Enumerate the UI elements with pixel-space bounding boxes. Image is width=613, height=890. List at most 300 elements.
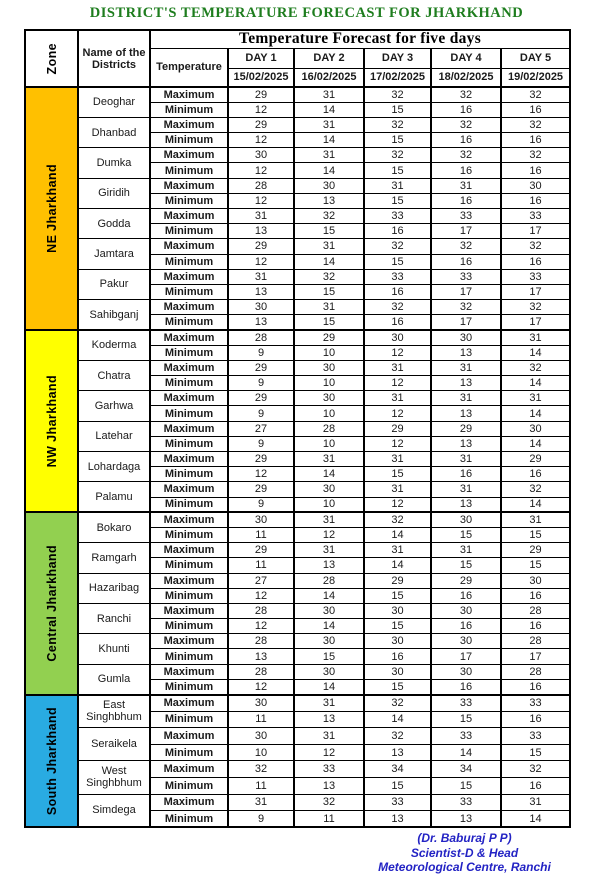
district-row-max bbox=[25, 634, 570, 649]
minimum-day-3-value: 15 bbox=[364, 467, 431, 482]
minimum-day-1-value: 13 bbox=[228, 649, 294, 664]
minimum-day-5-value: 14 bbox=[501, 376, 570, 391]
day-2-header: DAY 2 bbox=[294, 48, 364, 68]
day-5-date: 19/02/2025 bbox=[501, 68, 570, 87]
minimum-day-5-value: 15 bbox=[501, 527, 570, 542]
row-label-maximum: Maximum bbox=[150, 573, 228, 588]
signatory-name: (Dr. Baburaj P P) bbox=[417, 831, 512, 845]
row-label-minimum: Minimum bbox=[150, 811, 228, 828]
day-1-date: 15/02/2025 bbox=[228, 68, 294, 87]
minimum-day-4-value: 15 bbox=[431, 527, 501, 542]
maximum-day-1-value: 29 bbox=[228, 87, 294, 102]
temperature-forecast-table bbox=[24, 29, 571, 828]
minimum-day-4-value: 16 bbox=[431, 254, 501, 269]
maximum-day-4-value: 33 bbox=[431, 695, 501, 712]
district-row-max bbox=[25, 117, 570, 132]
minimum-day-1-value: 12 bbox=[228, 163, 294, 178]
row-label-maximum: Maximum bbox=[150, 695, 228, 712]
maximum-day-5-value: 30 bbox=[501, 421, 570, 436]
maximum-day-3-value: 32 bbox=[364, 117, 431, 132]
maximum-day-5-value: 33 bbox=[501, 269, 570, 284]
zone-label: NE Jharkhand bbox=[44, 164, 59, 253]
minimum-day-5-value: 16 bbox=[501, 102, 570, 117]
district-name-giridih: Giridih bbox=[78, 178, 150, 208]
minimum-day-1-value: 9 bbox=[228, 436, 294, 451]
maximum-day-3-value: 30 bbox=[364, 330, 431, 345]
maximum-day-4-value: 32 bbox=[431, 239, 501, 254]
maximum-day-3-value: 31 bbox=[364, 391, 431, 406]
maximum-day-1-value: 30 bbox=[228, 695, 294, 712]
minimum-day-2-value: 13 bbox=[294, 558, 364, 573]
minimum-day-5-value: 16 bbox=[501, 193, 570, 208]
minimum-day-5-value: 17 bbox=[501, 649, 570, 664]
row-label-maximum: Maximum bbox=[150, 269, 228, 284]
maximum-day-3-value: 30 bbox=[364, 664, 431, 679]
district-row-max bbox=[25, 360, 570, 375]
minimum-day-1-value: 10 bbox=[228, 744, 294, 761]
maximum-day-3-value: 32 bbox=[364, 87, 431, 102]
minimum-day-2-value: 14 bbox=[294, 133, 364, 148]
minimum-day-3-value: 15 bbox=[364, 777, 431, 794]
minimum-day-3-value: 15 bbox=[364, 588, 431, 603]
maximum-day-3-value: 30 bbox=[364, 634, 431, 649]
district-row-max bbox=[25, 148, 570, 163]
temperature-column-header: Temperature bbox=[150, 48, 228, 87]
maximum-day-3-value: 33 bbox=[364, 269, 431, 284]
row-label-minimum: Minimum bbox=[150, 133, 228, 148]
minimum-day-1-value: 12 bbox=[228, 679, 294, 694]
zone-label: Central Jharkhand bbox=[44, 545, 59, 662]
minimum-day-1-value: 11 bbox=[228, 527, 294, 542]
row-label-maximum: Maximum bbox=[150, 239, 228, 254]
maximum-day-4-value: 30 bbox=[431, 634, 501, 649]
minimum-day-2-value: 10 bbox=[294, 376, 364, 391]
maximum-day-2-value: 31 bbox=[294, 300, 364, 315]
minimum-day-4-value: 15 bbox=[431, 558, 501, 573]
minimum-day-2-value: 15 bbox=[294, 315, 364, 330]
district-name-sahibganj: Sahibganj bbox=[78, 300, 150, 330]
minimum-day-4-value: 14 bbox=[431, 744, 501, 761]
minimum-day-1-value: 12 bbox=[228, 254, 294, 269]
maximum-day-3-value: 32 bbox=[364, 239, 431, 254]
maximum-day-2-value: 31 bbox=[294, 87, 364, 102]
forecast-table-body bbox=[25, 87, 570, 827]
maximum-day-2-value: 30 bbox=[294, 634, 364, 649]
minimum-day-1-value: 11 bbox=[228, 777, 294, 794]
minimum-day-2-value: 13 bbox=[294, 711, 364, 728]
row-label-maximum: Maximum bbox=[150, 634, 228, 649]
district-name-dhanbad: Dhanbad bbox=[78, 117, 150, 147]
minimum-day-1-value: 13 bbox=[228, 224, 294, 239]
minimum-day-2-value: 10 bbox=[294, 406, 364, 421]
maximum-day-2-value: 30 bbox=[294, 603, 364, 618]
maximum-day-2-value: 28 bbox=[294, 573, 364, 588]
maximum-day-5-value: 32 bbox=[501, 87, 570, 102]
district-name-gumla: Gumla bbox=[78, 664, 150, 694]
minimum-day-2-value: 14 bbox=[294, 679, 364, 694]
district-row-max bbox=[25, 330, 570, 345]
district-name-seraikela: Seraikela bbox=[78, 728, 150, 761]
row-label-maximum: Maximum bbox=[150, 330, 228, 345]
maximum-day-5-value: 31 bbox=[501, 512, 570, 527]
row-label-maximum: Maximum bbox=[150, 452, 228, 467]
row-label-minimum: Minimum bbox=[150, 284, 228, 299]
maximum-day-3-value: 32 bbox=[364, 300, 431, 315]
maximum-day-4-value: 33 bbox=[431, 728, 501, 745]
minimum-day-2-value: 13 bbox=[294, 193, 364, 208]
minimum-day-4-value: 13 bbox=[431, 497, 501, 512]
maximum-day-5-value: 32 bbox=[501, 360, 570, 375]
maximum-day-2-value: 28 bbox=[294, 421, 364, 436]
district-name-ramgarh: Ramgarh bbox=[78, 543, 150, 573]
district-name-ranchi: Ranchi bbox=[78, 603, 150, 633]
maximum-day-5-value: 28 bbox=[501, 664, 570, 679]
minimum-day-4-value: 16 bbox=[431, 679, 501, 694]
maximum-day-1-value: 30 bbox=[228, 512, 294, 527]
row-label-maximum: Maximum bbox=[150, 178, 228, 193]
maximum-day-1-value: 31 bbox=[228, 209, 294, 224]
minimum-day-5-value: 14 bbox=[501, 345, 570, 360]
row-label-maximum: Maximum bbox=[150, 300, 228, 315]
maximum-day-2-value: 31 bbox=[294, 117, 364, 132]
minimum-day-1-value: 9 bbox=[228, 376, 294, 391]
row-label-minimum: Minimum bbox=[150, 315, 228, 330]
minimum-day-2-value: 15 bbox=[294, 284, 364, 299]
maximum-day-4-value: 30 bbox=[431, 330, 501, 345]
minimum-day-5-value: 15 bbox=[501, 558, 570, 573]
minimum-day-5-value: 16 bbox=[501, 254, 570, 269]
row-label-maximum: Maximum bbox=[150, 391, 228, 406]
maximum-day-1-value: 29 bbox=[228, 391, 294, 406]
maximum-day-1-value: 29 bbox=[228, 452, 294, 467]
row-label-minimum: Minimum bbox=[150, 467, 228, 482]
maximum-day-2-value: 31 bbox=[294, 452, 364, 467]
district-row-max bbox=[25, 761, 570, 778]
maximum-day-5-value: 32 bbox=[501, 117, 570, 132]
minimum-day-1-value: 13 bbox=[228, 284, 294, 299]
district-column-header: Name of the Districts bbox=[78, 30, 150, 87]
day-5-header: DAY 5 bbox=[501, 48, 570, 68]
minimum-day-5-value: 17 bbox=[501, 224, 570, 239]
minimum-day-1-value: 12 bbox=[228, 619, 294, 634]
minimum-day-1-value: 12 bbox=[228, 588, 294, 603]
zone-cell-central-jharkhand bbox=[25, 512, 78, 694]
zone-label: NW Jharkhand bbox=[44, 374, 59, 468]
minimum-day-3-value: 15 bbox=[364, 193, 431, 208]
maximum-day-1-value: 27 bbox=[228, 421, 294, 436]
minimum-day-3-value: 15 bbox=[364, 619, 431, 634]
maximum-day-5-value: 33 bbox=[501, 209, 570, 224]
maximum-day-1-value: 32 bbox=[228, 761, 294, 778]
district-row-max bbox=[25, 728, 570, 745]
minimum-day-3-value: 12 bbox=[364, 345, 431, 360]
district-name-deoghar: Deoghar bbox=[78, 87, 150, 117]
district-row-max bbox=[25, 300, 570, 315]
row-label-maximum: Maximum bbox=[150, 360, 228, 375]
maximum-day-2-value: 33 bbox=[294, 761, 364, 778]
minimum-day-3-value: 16 bbox=[364, 224, 431, 239]
row-label-maximum: Maximum bbox=[150, 512, 228, 527]
district-row-max bbox=[25, 603, 570, 618]
minimum-day-3-value: 16 bbox=[364, 315, 431, 330]
minimum-day-2-value: 15 bbox=[294, 649, 364, 664]
maximum-day-2-value: 29 bbox=[294, 330, 364, 345]
row-label-maximum: Maximum bbox=[150, 209, 228, 224]
row-label-minimum: Minimum bbox=[150, 711, 228, 728]
minimum-day-2-value: 14 bbox=[294, 588, 364, 603]
minimum-day-1-value: 13 bbox=[228, 315, 294, 330]
maximum-day-1-value: 29 bbox=[228, 543, 294, 558]
zone-label: South Jharkhand bbox=[44, 706, 59, 815]
maximum-day-5-value: 31 bbox=[501, 330, 570, 345]
row-label-maximum: Maximum bbox=[150, 148, 228, 163]
maximum-day-3-value: 32 bbox=[364, 512, 431, 527]
district-row-max bbox=[25, 543, 570, 558]
minimum-day-3-value: 13 bbox=[364, 811, 431, 828]
row-label-minimum: Minimum bbox=[150, 436, 228, 451]
maximum-day-4-value: 29 bbox=[431, 573, 501, 588]
minimum-day-1-value: 12 bbox=[228, 102, 294, 117]
maximum-day-4-value: 30 bbox=[431, 664, 501, 679]
minimum-day-2-value: 14 bbox=[294, 619, 364, 634]
maximum-day-5-value: 31 bbox=[501, 391, 570, 406]
row-label-minimum: Minimum bbox=[150, 102, 228, 117]
maximum-day-3-value: 31 bbox=[364, 178, 431, 193]
minimum-day-3-value: 16 bbox=[364, 649, 431, 664]
minimum-day-2-value: 15 bbox=[294, 224, 364, 239]
maximum-day-1-value: 31 bbox=[228, 794, 294, 811]
district-name-lohardaga: Lohardaga bbox=[78, 452, 150, 482]
forecast-span-header: Temperature Forecast for five days bbox=[150, 30, 570, 48]
maximum-day-2-value: 30 bbox=[294, 482, 364, 497]
row-label-minimum: Minimum bbox=[150, 406, 228, 421]
district-name-garhwa: Garhwa bbox=[78, 391, 150, 421]
district-name-latehar: Latehar bbox=[78, 421, 150, 451]
district-row-max bbox=[25, 269, 570, 284]
row-label-minimum: Minimum bbox=[150, 619, 228, 634]
maximum-day-2-value: 30 bbox=[294, 178, 364, 193]
maximum-day-4-value: 32 bbox=[431, 148, 501, 163]
minimum-day-2-value: 10 bbox=[294, 436, 364, 451]
maximum-day-3-value: 34 bbox=[364, 761, 431, 778]
row-label-maximum: Maximum bbox=[150, 482, 228, 497]
minimum-day-4-value: 13 bbox=[431, 811, 501, 828]
minimum-day-5-value: 16 bbox=[501, 777, 570, 794]
maximum-day-5-value: 32 bbox=[501, 239, 570, 254]
day-1-header: DAY 1 bbox=[228, 48, 294, 68]
row-label-minimum: Minimum bbox=[150, 376, 228, 391]
district-row-max bbox=[25, 512, 570, 527]
row-label-minimum: Minimum bbox=[150, 679, 228, 694]
minimum-day-2-value: 14 bbox=[294, 254, 364, 269]
maximum-day-4-value: 31 bbox=[431, 391, 501, 406]
minimum-day-3-value: 12 bbox=[364, 436, 431, 451]
maximum-day-5-value: 32 bbox=[501, 148, 570, 163]
maximum-day-5-value: 32 bbox=[501, 761, 570, 778]
district-name-simdega: Simdega bbox=[78, 794, 150, 827]
district-name-khunti: Khunti bbox=[78, 634, 150, 664]
row-label-maximum: Maximum bbox=[150, 664, 228, 679]
zone-header-label: Zone bbox=[44, 42, 59, 75]
district-name-pakur: Pakur bbox=[78, 269, 150, 299]
row-label-minimum: Minimum bbox=[150, 777, 228, 794]
maximum-day-5-value: 29 bbox=[501, 452, 570, 467]
maximum-day-1-value: 29 bbox=[228, 482, 294, 497]
district-row-max bbox=[25, 87, 570, 102]
row-label-minimum: Minimum bbox=[150, 254, 228, 269]
zone-cell-nw-jharkhand bbox=[25, 330, 78, 512]
maximum-day-1-value: 28 bbox=[228, 634, 294, 649]
minimum-day-4-value: 13 bbox=[431, 376, 501, 391]
maximum-day-5-value: 29 bbox=[501, 543, 570, 558]
maximum-day-4-value: 34 bbox=[431, 761, 501, 778]
row-label-minimum: Minimum bbox=[150, 527, 228, 542]
maximum-day-2-value: 31 bbox=[294, 512, 364, 527]
minimum-day-4-value: 17 bbox=[431, 224, 501, 239]
day-2-date: 16/02/2025 bbox=[294, 68, 364, 87]
minimum-day-3-value: 12 bbox=[364, 376, 431, 391]
minimum-day-1-value: 12 bbox=[228, 467, 294, 482]
maximum-day-4-value: 33 bbox=[431, 209, 501, 224]
maximum-day-1-value: 29 bbox=[228, 117, 294, 132]
row-label-minimum: Minimum bbox=[150, 345, 228, 360]
maximum-day-2-value: 31 bbox=[294, 695, 364, 712]
minimum-day-4-value: 16 bbox=[431, 193, 501, 208]
maximum-day-1-value: 28 bbox=[228, 330, 294, 345]
minimum-day-5-value: 16 bbox=[501, 588, 570, 603]
maximum-day-2-value: 32 bbox=[294, 269, 364, 284]
minimum-day-3-value: 15 bbox=[364, 102, 431, 117]
minimum-day-3-value: 14 bbox=[364, 558, 431, 573]
maximum-day-3-value: 29 bbox=[364, 573, 431, 588]
row-label-maximum: Maximum bbox=[150, 761, 228, 778]
row-label-maximum: Maximum bbox=[150, 117, 228, 132]
maximum-day-2-value: 31 bbox=[294, 239, 364, 254]
maximum-day-2-value: 30 bbox=[294, 664, 364, 679]
row-label-minimum: Minimum bbox=[150, 163, 228, 178]
district-row-max bbox=[25, 695, 570, 712]
minimum-day-2-value: 12 bbox=[294, 527, 364, 542]
maximum-day-3-value: 30 bbox=[364, 603, 431, 618]
zone-cell-south-jharkhand bbox=[25, 695, 78, 828]
district-row-max bbox=[25, 664, 570, 679]
minimum-day-5-value: 16 bbox=[501, 467, 570, 482]
minimum-day-5-value: 17 bbox=[501, 315, 570, 330]
zone-cell-ne-jharkhand bbox=[25, 87, 78, 330]
district-row-max bbox=[25, 209, 570, 224]
district-name-west-singhbhum: West Singhbhum bbox=[78, 761, 150, 794]
maximum-day-3-value: 33 bbox=[364, 209, 431, 224]
maximum-day-4-value: 31 bbox=[431, 178, 501, 193]
minimum-day-3-value: 12 bbox=[364, 406, 431, 421]
row-label-maximum: Maximum bbox=[150, 87, 228, 102]
minimum-day-5-value: 16 bbox=[501, 619, 570, 634]
maximum-day-1-value: 29 bbox=[228, 360, 294, 375]
minimum-day-5-value: 14 bbox=[501, 406, 570, 421]
maximum-day-5-value: 32 bbox=[501, 300, 570, 315]
minimum-day-2-value: 14 bbox=[294, 102, 364, 117]
maximum-day-4-value: 30 bbox=[431, 603, 501, 618]
maximum-day-5-value: 28 bbox=[501, 603, 570, 618]
page-title: DISTRICT'S TEMPERATURE FORECAST FOR JHARKHAND bbox=[89, 5, 524, 21]
minimum-day-4-value: 16 bbox=[431, 588, 501, 603]
district-name-bokaro: Bokaro bbox=[78, 512, 150, 542]
row-label-minimum: Minimum bbox=[150, 193, 228, 208]
minimum-day-2-value: 14 bbox=[294, 163, 364, 178]
maximum-day-4-value: 33 bbox=[431, 794, 501, 811]
maximum-day-1-value: 28 bbox=[228, 603, 294, 618]
district-row-max bbox=[25, 482, 570, 497]
minimum-day-3-value: 15 bbox=[364, 254, 431, 269]
maximum-day-1-value: 28 bbox=[228, 664, 294, 679]
row-label-maximum: Maximum bbox=[150, 603, 228, 618]
minimum-day-2-value: 13 bbox=[294, 777, 364, 794]
row-label-minimum: Minimum bbox=[150, 558, 228, 573]
maximum-day-4-value: 31 bbox=[431, 482, 501, 497]
maximum-day-5-value: 31 bbox=[501, 794, 570, 811]
signatory-office: Meteorological Centre, Ranchi bbox=[378, 860, 551, 874]
minimum-day-4-value: 15 bbox=[431, 711, 501, 728]
minimum-day-4-value: 13 bbox=[431, 406, 501, 421]
minimum-day-5-value: 17 bbox=[501, 284, 570, 299]
minimum-day-4-value: 16 bbox=[431, 163, 501, 178]
maximum-day-1-value: 30 bbox=[228, 728, 294, 745]
day-4-header: DAY 4 bbox=[431, 48, 501, 68]
district-name-east-singhbhum: East Singhbhum bbox=[78, 695, 150, 728]
minimum-day-4-value: 16 bbox=[431, 467, 501, 482]
district-name-godda: Godda bbox=[78, 209, 150, 239]
maximum-day-4-value: 31 bbox=[431, 452, 501, 467]
minimum-day-5-value: 16 bbox=[501, 711, 570, 728]
minimum-day-3-value: 12 bbox=[364, 497, 431, 512]
minimum-day-5-value: 16 bbox=[501, 679, 570, 694]
maximum-day-2-value: 31 bbox=[294, 728, 364, 745]
district-row-max bbox=[25, 421, 570, 436]
minimum-day-2-value: 14 bbox=[294, 467, 364, 482]
minimum-day-4-value: 16 bbox=[431, 133, 501, 148]
district-name-chatra: Chatra bbox=[78, 360, 150, 390]
maximum-day-3-value: 29 bbox=[364, 421, 431, 436]
minimum-day-3-value: 16 bbox=[364, 284, 431, 299]
row-label-maximum: Maximum bbox=[150, 728, 228, 745]
maximum-day-1-value: 31 bbox=[228, 269, 294, 284]
district-name-palamu: Palamu bbox=[78, 482, 150, 512]
minimum-day-1-value: 9 bbox=[228, 497, 294, 512]
maximum-day-5-value: 32 bbox=[501, 482, 570, 497]
row-label-minimum: Minimum bbox=[150, 588, 228, 603]
maximum-day-4-value: 33 bbox=[431, 269, 501, 284]
minimum-day-5-value: 16 bbox=[501, 133, 570, 148]
maximum-day-4-value: 29 bbox=[431, 421, 501, 436]
day-4-date: 18/02/2025 bbox=[431, 68, 501, 87]
maximum-day-4-value: 32 bbox=[431, 117, 501, 132]
district-row-max bbox=[25, 178, 570, 193]
row-label-maximum: Maximum bbox=[150, 421, 228, 436]
maximum-day-2-value: 31 bbox=[294, 148, 364, 163]
maximum-day-2-value: 32 bbox=[294, 794, 364, 811]
minimum-day-3-value: 13 bbox=[364, 744, 431, 761]
maximum-day-2-value: 32 bbox=[294, 209, 364, 224]
minimum-day-2-value: 11 bbox=[294, 811, 364, 828]
district-row-max bbox=[25, 452, 570, 467]
maximum-day-3-value: 32 bbox=[364, 695, 431, 712]
row-label-minimum: Minimum bbox=[150, 649, 228, 664]
row-label-maximum: Maximum bbox=[150, 794, 228, 811]
zone-column-header bbox=[25, 30, 78, 87]
maximum-day-4-value: 32 bbox=[431, 300, 501, 315]
district-row-max bbox=[25, 794, 570, 811]
signature-block bbox=[352, 831, 577, 875]
